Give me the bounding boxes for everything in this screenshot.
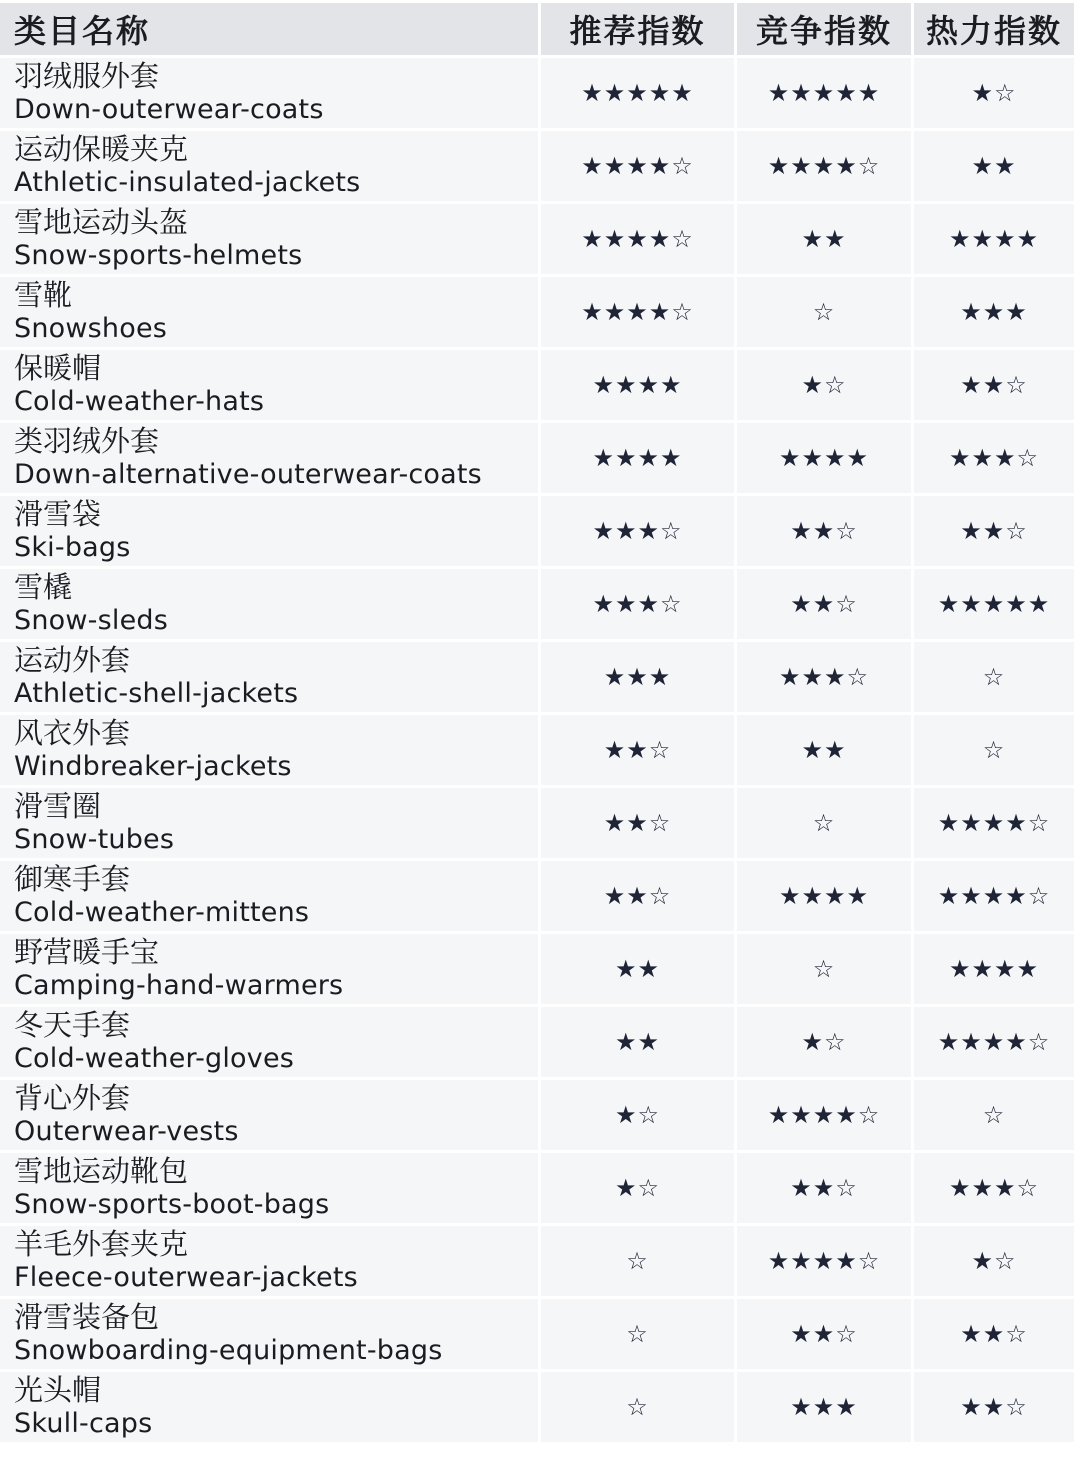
- category-name-chinese: 滑雪装备包: [14, 1300, 160, 1334]
- category-name-chinese: 运动外套: [14, 643, 131, 677]
- recommend-index-stars: ★★★★☆: [541, 277, 734, 347]
- category-name-english: Athletic-insulated-jackets: [14, 167, 361, 198]
- category-name-cell: [0, 277, 538, 347]
- category-name-chinese: 风衣外套: [14, 716, 131, 750]
- recommend-index-stars: ☆: [541, 1299, 734, 1369]
- category-name-cell: [0, 861, 538, 931]
- competition-index-stars: ★★★★: [737, 861, 911, 931]
- table-row: [0, 131, 1074, 201]
- category-name-english: Down-outerwear-coats: [14, 94, 324, 125]
- table-row: [0, 934, 1074, 1004]
- recommend-index-stars: ★☆: [541, 1153, 734, 1223]
- category-name-english: Skull-caps: [14, 1408, 153, 1439]
- category-name-cell: [0, 423, 538, 493]
- category-name-english: Fleece-outerwear-jackets: [14, 1262, 358, 1293]
- heat-index-stars: ★★★☆: [914, 1153, 1074, 1223]
- recommend-index-stars: ★★: [541, 1007, 734, 1077]
- table-row: [0, 642, 1074, 712]
- category-name-chinese: 类羽绒外套: [14, 424, 160, 458]
- category-name-cell: [0, 1153, 538, 1223]
- table-header: [0, 3, 1074, 55]
- heat-index-stars: ★★★★: [914, 934, 1074, 1004]
- table-row: [0, 1153, 1074, 1223]
- table-body: [0, 58, 1074, 1442]
- header-competition-index: 竞争指数: [737, 3, 911, 55]
- category-name-chinese: 光头帽: [14, 1373, 102, 1407]
- category-name-cell: [0, 642, 538, 712]
- category-name-english: Athletic-shell-jackets: [14, 678, 299, 709]
- table-row: [0, 1372, 1074, 1442]
- category-name-cell: [0, 204, 538, 274]
- category-name-cell: [0, 1372, 538, 1442]
- table-row: [0, 423, 1074, 493]
- table-row: [0, 788, 1074, 858]
- table-row: [0, 277, 1074, 347]
- competition-index-stars: ☆: [737, 277, 911, 347]
- competition-index-stars: ★★★★☆: [737, 1080, 911, 1150]
- category-name-chinese: 羊毛外套夹克: [14, 1227, 189, 1261]
- heat-index-stars: ★★★★☆: [914, 1007, 1074, 1077]
- category-name-chinese: 保暖帽: [14, 351, 102, 385]
- heat-index-stars: ★★★★☆: [914, 788, 1074, 858]
- competition-index-stars: ☆: [737, 934, 911, 1004]
- category-name-chinese: 滑雪圈: [14, 789, 102, 823]
- table-row: [0, 569, 1074, 639]
- category-name-chinese: 冬天手套: [14, 1008, 131, 1042]
- category-name-english: Outerwear-vests: [14, 1116, 239, 1147]
- category-name-cell: [0, 569, 538, 639]
- category-name-cell: [0, 1007, 538, 1077]
- heat-index-stars: ☆: [914, 642, 1074, 712]
- competition-index-stars: ★★★: [737, 1372, 911, 1442]
- category-name-chinese: 野营暖手宝: [14, 935, 160, 969]
- table-row: [0, 350, 1074, 420]
- header-heat-index: 热力指数: [914, 3, 1074, 55]
- category-name-cell: [0, 1080, 538, 1150]
- table-row: [0, 1080, 1074, 1150]
- category-name-cell: [0, 715, 538, 785]
- category-name-english: Snowboarding-equipment-bags: [14, 1335, 443, 1366]
- category-name-cell: [0, 496, 538, 566]
- recommend-index-stars: ★★★★: [541, 350, 734, 420]
- heat-index-stars: ★★★★★: [914, 569, 1074, 639]
- category-name-english: Ski-bags: [14, 532, 131, 563]
- category-name-english: Snow-sleds: [14, 605, 168, 636]
- category-name-english: Down-alternative-outerwear-coats: [14, 459, 482, 490]
- category-name-cell: [0, 1226, 538, 1296]
- category-name-chinese: 御寒手套: [14, 862, 131, 896]
- category-name-chinese: 雪地运动头盔: [14, 205, 189, 239]
- competition-index-stars: ★★☆: [737, 1153, 911, 1223]
- category-name-chinese: 雪地运动靴包: [14, 1154, 189, 1188]
- heat-index-stars: ★★☆: [914, 496, 1074, 566]
- competition-index-stars: ★★: [737, 715, 911, 785]
- table-row: [0, 204, 1074, 274]
- competition-index-stars: ★★☆: [737, 1299, 911, 1369]
- category-name-chinese: 羽绒服外套: [14, 59, 160, 93]
- recommend-index-stars: ★★☆: [541, 715, 734, 785]
- heat-index-stars: ☆: [914, 1080, 1074, 1150]
- header-row: [0, 3, 1074, 55]
- category-name-cell: [0, 131, 538, 201]
- recommend-index-stars: ★★★★: [541, 423, 734, 493]
- heat-index-stars: ★★: [914, 131, 1074, 201]
- category-name-english: Camping-hand-warmers: [14, 970, 344, 1001]
- category-name-chinese: 滑雪袋: [14, 497, 102, 531]
- recommend-index-stars: ★★★☆: [541, 496, 734, 566]
- recommend-index-stars: ☆: [541, 1226, 734, 1296]
- heat-index-stars: ★☆: [914, 1226, 1074, 1296]
- table-row: [0, 496, 1074, 566]
- competition-index-stars: ★★★★☆: [737, 131, 911, 201]
- category-name-cell: [0, 1299, 538, 1369]
- recommend-index-stars: ★★: [541, 934, 734, 1004]
- competition-index-stars: ☆: [737, 788, 911, 858]
- heat-index-stars: ★★☆: [914, 1372, 1074, 1442]
- competition-index-stars: ★★: [737, 204, 911, 274]
- category-name-english: Cold-weather-gloves: [14, 1043, 295, 1074]
- category-name-cell: [0, 934, 538, 1004]
- category-name-cell: [0, 58, 538, 128]
- table-row: [0, 1299, 1074, 1369]
- heat-index-stars: ★★★: [914, 277, 1074, 347]
- competition-index-stars: ★★★☆: [737, 642, 911, 712]
- heat-index-stars: ★★★★: [914, 204, 1074, 274]
- competition-index-stars: ★★★★☆: [737, 1226, 911, 1296]
- category-name-chinese: 雪橇: [14, 570, 73, 604]
- heat-index-stars: ★★☆: [914, 350, 1074, 420]
- category-name-chinese: 雪靴: [14, 278, 73, 312]
- recommend-index-stars: ★★★★☆: [541, 131, 734, 201]
- table-row: [0, 861, 1074, 931]
- competition-index-stars: ★☆: [737, 350, 911, 420]
- recommend-index-stars: ★★★★★: [541, 58, 734, 128]
- category-name-chinese: 背心外套: [14, 1081, 131, 1115]
- recommend-index-stars: ★★★☆: [541, 569, 734, 639]
- category-name-english: Cold-weather-mittens: [14, 897, 310, 928]
- competition-index-stars: ★★★★: [737, 423, 911, 493]
- table-row: [0, 715, 1074, 785]
- recommend-index-stars: ☆: [541, 1372, 734, 1442]
- category-name-cell: [0, 350, 538, 420]
- category-name-chinese: 运动保暖夹克: [14, 132, 189, 166]
- category-name-english: Windbreaker-jackets: [14, 751, 292, 782]
- category-name-cell: [0, 788, 538, 858]
- heat-index-stars: ★★☆: [914, 1299, 1074, 1369]
- table-row: [0, 1007, 1074, 1077]
- recommend-index-stars: ★☆: [541, 1080, 734, 1150]
- heat-index-stars: ☆: [914, 715, 1074, 785]
- category-name-english: Snowshoes: [14, 313, 168, 344]
- competition-index-stars: ★★☆: [737, 496, 911, 566]
- competition-index-stars: ★★☆: [737, 569, 911, 639]
- table-row: [0, 58, 1074, 128]
- heat-index-stars: ★★★★☆: [914, 861, 1074, 931]
- table-row: [0, 1226, 1074, 1296]
- header-category-name: 类目名称: [0, 3, 538, 55]
- category-name-english: Snow-sports-boot-bags: [14, 1189, 330, 1220]
- heat-index-stars: ★☆: [914, 58, 1074, 128]
- category-name-english: Snow-tubes: [14, 824, 175, 855]
- recommend-index-stars: ★★☆: [541, 788, 734, 858]
- category-name-english: Snow-sports-helmets: [14, 240, 303, 271]
- recommend-index-stars: ★★★★☆: [541, 204, 734, 274]
- category-name-english: Cold-weather-hats: [14, 386, 265, 417]
- recommend-index-stars: ★★☆: [541, 861, 734, 931]
- recommend-index-stars: ★★★: [541, 642, 734, 712]
- heat-index-stars: ★★★☆: [914, 423, 1074, 493]
- competition-index-stars: ★☆: [737, 1007, 911, 1077]
- competition-index-stars: ★★★★★: [737, 58, 911, 128]
- header-recommend-index: 推荐指数: [541, 3, 734, 55]
